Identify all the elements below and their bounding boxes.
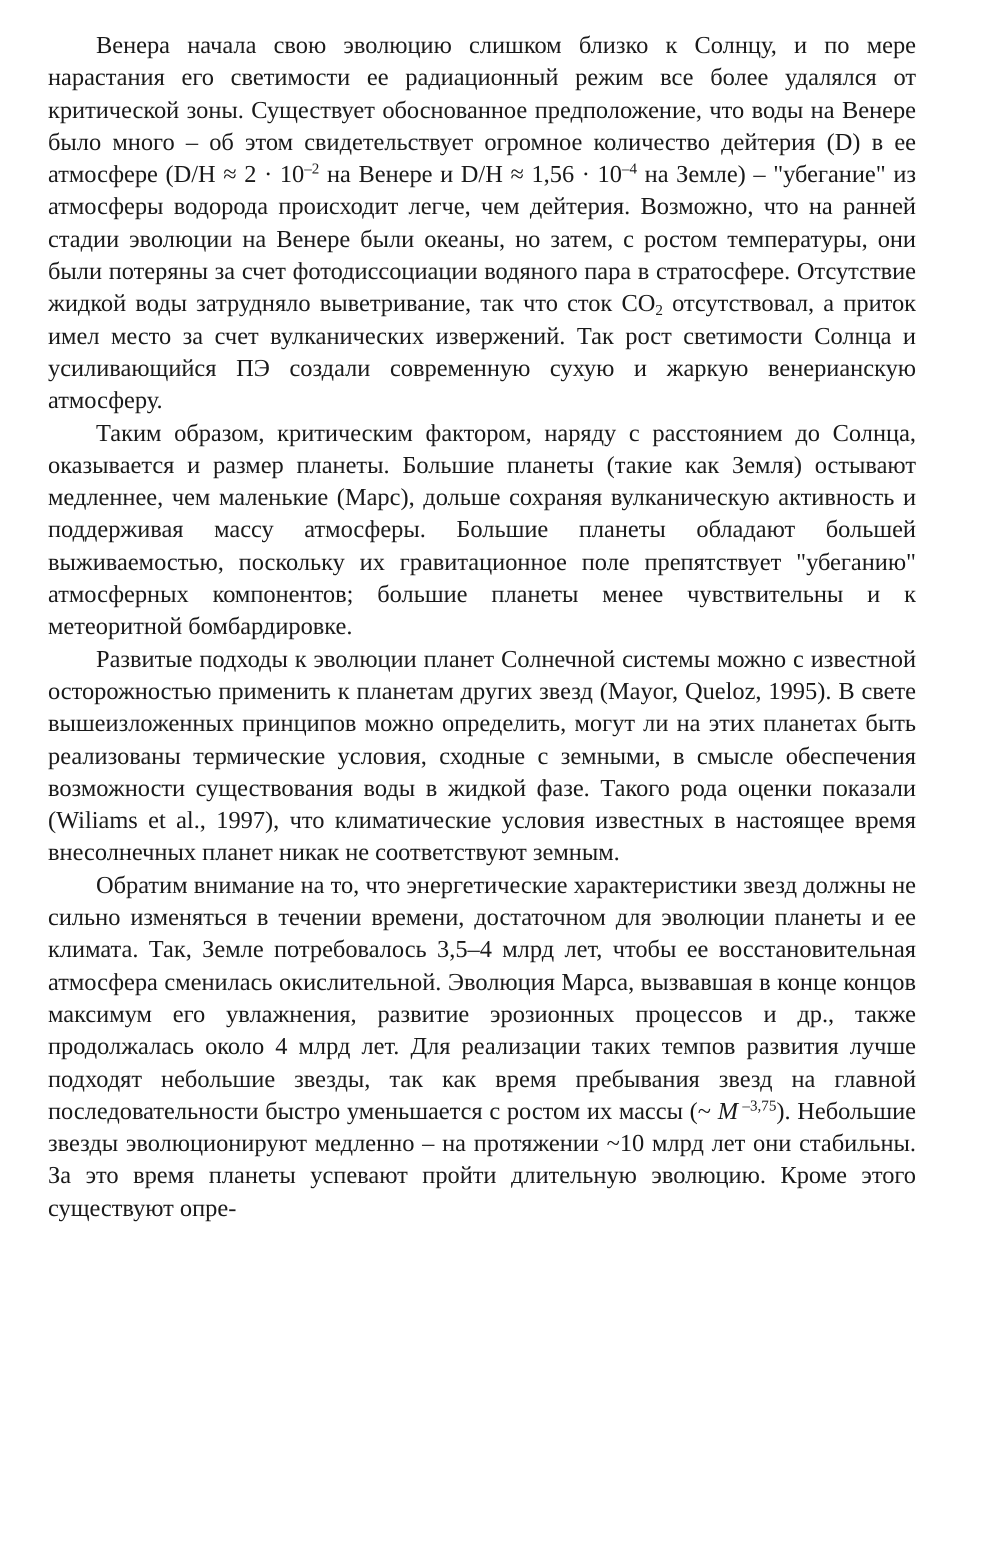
document-page bbox=[48, 30, 916, 1225]
paragraph-other-stars: Развитые подходы к эволюции планет Солнечной системы можно с известной осторожностью применить к планетам других звезд (Mayor, Queloz, 1995). В свете вышеизложенных принципов можно определить, могут ли на этих планетах быть реализованы термические условия, сходные с земными, в смысле обеспечения возможности существования воды в жидкой фазе. Такого рода оценки показали (Wiliams et al., 1997), что климатические условия известных в настоящее время внесолнечных планет никак не соответствуют земным. bbox=[48, 645, 916, 867]
paragraph-venus: Венера начала свою эволюцию слишком близко к Солнцу, и по мере нарастания его светимости ее радиационный режим все более удалялся от критической зоны. Существует обоснованное предположение, что воды на Венере было много – об этом свидетельствует огромное количество дейтерия (D) в ее атмосфере ($D/H \approx 2 \cdot 10^{-2}$ на Венере и $D/H \approx 1,56 \cdot 10^{-4}$ на Земле) – "убегание" из атмосферы водорода происходит легче, чем дейтерия. Возможно, что на ранней стадии эволюции на Венере были океаны, но затем, с ростом температуры, они были потеряны за счет фотодиссоциации водяного пара в стратосфере. Отсутствие жидкой воды затрудняло выветривание, так что сток $CO_2$ отсутствовал, а приток имел место за счет вулканических извержений. Так рост светимости Солнца и усиливающийся ПЭ создали современную сухую и жаркую венерианскую атмосферу. bbox=[48, 32, 917, 415]
paragraph-stellar-energy: Обратим внимание на то, что энергетические характеристики звезд должны не сильно изменяться в течении времени, достаточном для эволюции планеты и ее климата. Так, Земле потребовалось 3,5–4 млрд лет, чтобы ее восстановительная атмосфера сменилась окислительной. Эволюция Марса, вызвавшая в конце концов максимум его увлажнения, развитие эрозионных процессов и др., также продолжалась около 4 млрд лет. Для реализации таких темпов развития лучше подходят небольшие звезды, так как время пребывания звезд на главной последовательности быстро уменьшается с ростом их массы (~ M $^{-3,75}$). Небольшие звезды эволюционируют медленно – на протяжении ~10 млрд лет они стабильны. За это время планеты успевают пройти длительную эволюцию. Кроме этого существуют опре- bbox=[48, 871, 916, 1222]
paragraph-planet-size: Таким образом, критическим фактором, наряду с расстоянием до Солнца, оказывается и размер планеты. Большие планеты (такие как Земля) остывают медленнее, чем маленькие (Марс), дольше сохраняя вулканическую активность и поддерживая массу атмосферы. Большие планеты обладают большей выживаемостью, поскольку их гравитационное поле препятствует "убеганию" атмосферных компонентов; большие планеты менее чувствительны и к метеоритной бомбардировке. bbox=[48, 419, 916, 641]
